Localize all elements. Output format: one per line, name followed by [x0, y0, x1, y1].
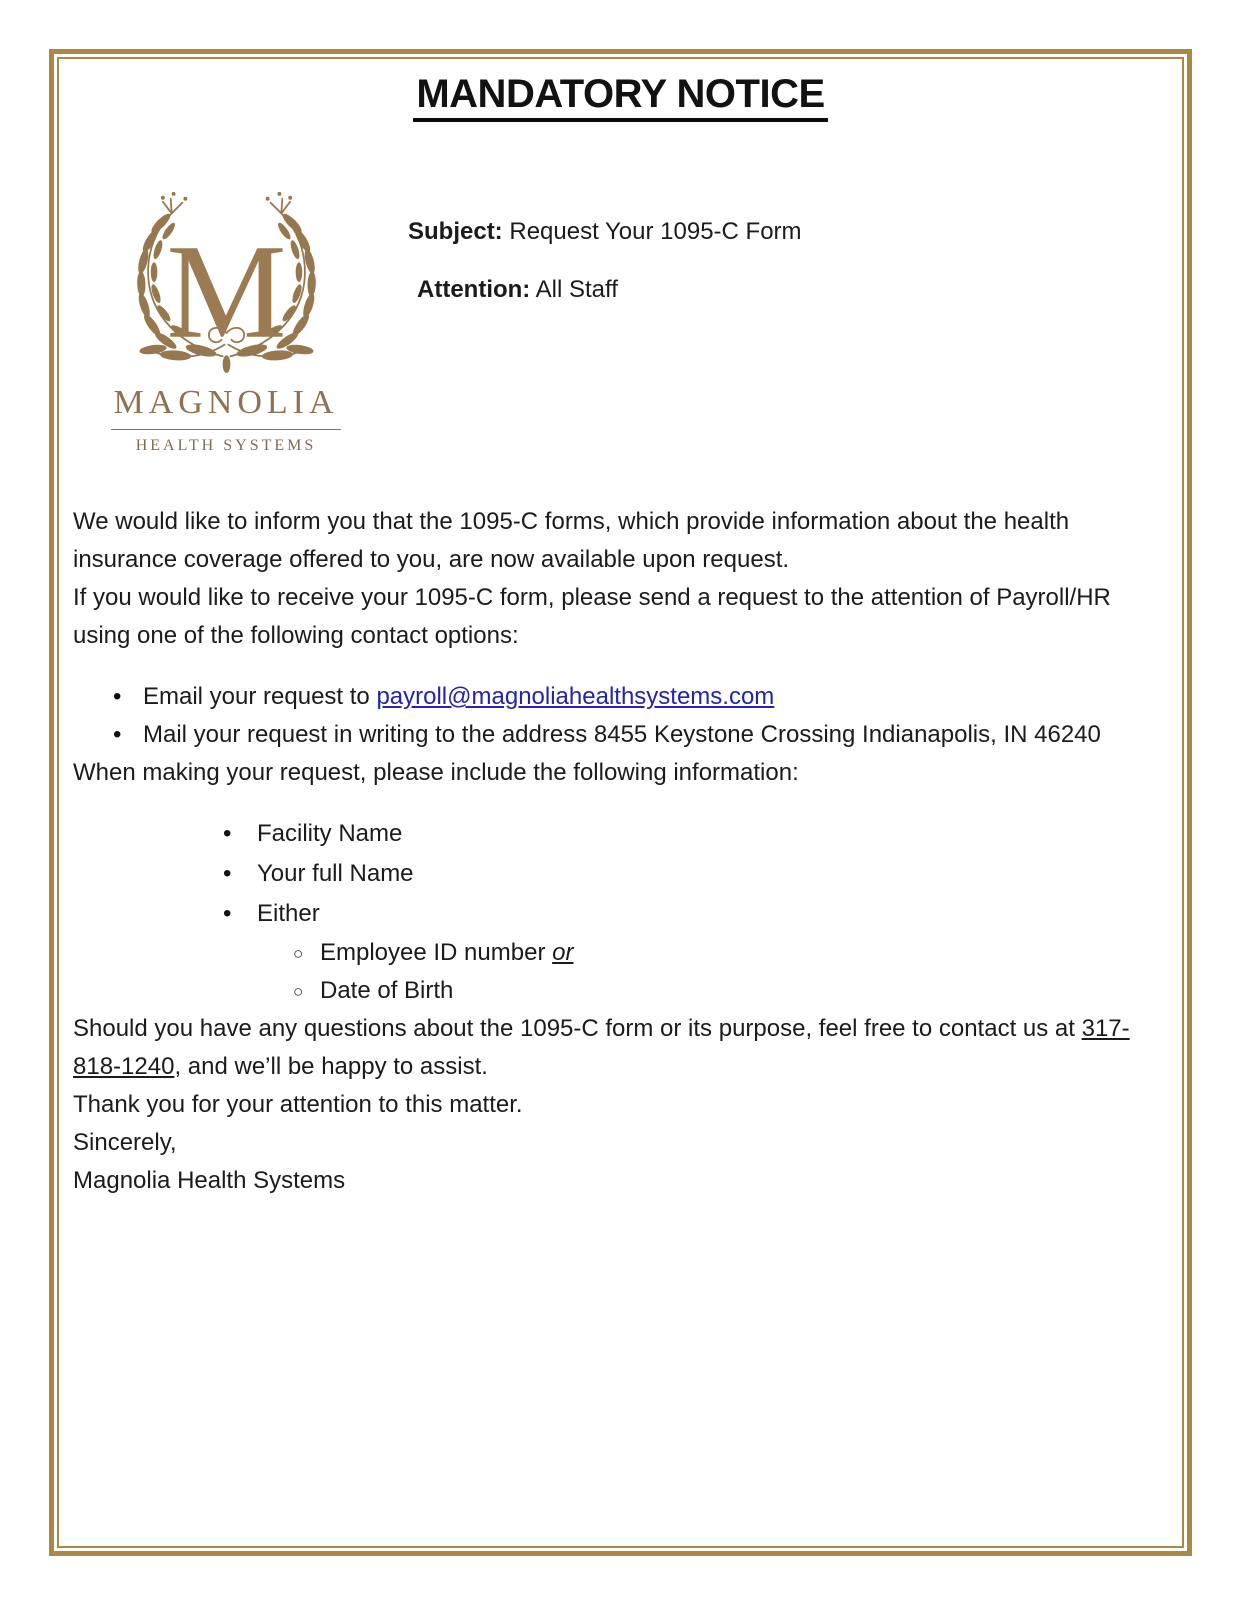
list-item: [73, 678, 1148, 716]
employee-id-item: [320, 939, 573, 966]
request-paragraph: If you would like to receive your 1095-C form, please send a request to the attention of Payroll/HR using one of the following contact options:: [73, 584, 1111, 649]
questions-text-after: , and we’ll be happy to assist.: [174, 1053, 488, 1080]
company-logo: [101, 182, 351, 455]
attention-line: [417, 271, 618, 309]
page-title-text: MANDATORY NOTICE: [413, 74, 827, 122]
subject-label: Subject:: [408, 218, 503, 245]
letter-body: [73, 503, 1148, 1200]
bullet-icon: •: [223, 820, 232, 847]
thank-you-paragraph: Thank you for your attention to this matter.: [73, 1091, 523, 1118]
logo-tagline: HEALTH SYSTEMS: [135, 437, 317, 454]
list-item: [73, 934, 1148, 972]
questions-text-before: Should you have any questions about the 1095-C form or its purpose, feel free to contact us at: [73, 1015, 1082, 1042]
intro-paragraph: We would like to inform you that the 1095-C forms, which provide information about the health insurance coverage offered to you, are now available upon request.: [73, 508, 1070, 573]
facility-name-item: Facility Name: [257, 820, 403, 847]
list-item: [73, 814, 1148, 854]
attention-value: All Staff: [535, 276, 618, 303]
employee-id-text: Employee ID number: [320, 939, 553, 966]
subject-value: Request Your 1095-C Form: [509, 218, 802, 245]
contact-options-list: [73, 678, 1148, 754]
or-emphasis: or: [552, 939, 574, 966]
bullet-icon: •: [223, 860, 232, 887]
logo-company-name: MAGNOLIA: [111, 384, 340, 430]
list-item: [73, 716, 1148, 754]
attention-label: Attention:: [417, 276, 531, 303]
logo-monogram: M: [165, 217, 287, 367]
include-info-paragraph: When making your request, please include the following information:: [73, 759, 799, 786]
email-option-prefix: Email your request to: [143, 683, 377, 710]
wreath-monogram-icon: [109, 182, 344, 378]
mail-option-text: Mail your request in writing to the address 8455 Keystone Crossing Indianapolis, IN 46240: [143, 721, 1101, 748]
required-info-list: [73, 814, 1148, 1010]
phone-link[interactable]: 317-818-1240: [73, 1015, 1130, 1080]
either-item: Either: [257, 900, 320, 927]
full-name-item: Your full Name: [257, 860, 414, 887]
list-item: [73, 972, 1148, 1010]
bullet-icon: •: [223, 900, 232, 927]
email-link[interactable]: payroll@magnoliahealthsystems.com: [376, 683, 775, 710]
list-item: [73, 894, 1148, 934]
date-of-birth-item: Date of Birth: [320, 977, 454, 1004]
list-item: [73, 854, 1148, 894]
signature-line: Magnolia Health Systems: [73, 1167, 346, 1194]
bullet-icon: •: [113, 683, 122, 710]
closing-line: Sincerely,: [73, 1129, 177, 1156]
subject-line: [408, 213, 802, 251]
email-option-text: [143, 678, 774, 716]
page-title: [49, 74, 1192, 122]
circle-bullet-icon: ○: [293, 982, 304, 1001]
bullet-icon: •: [113, 721, 122, 748]
circle-bullet-icon: ○: [293, 944, 304, 963]
questions-paragraph: [73, 1010, 1148, 1086]
